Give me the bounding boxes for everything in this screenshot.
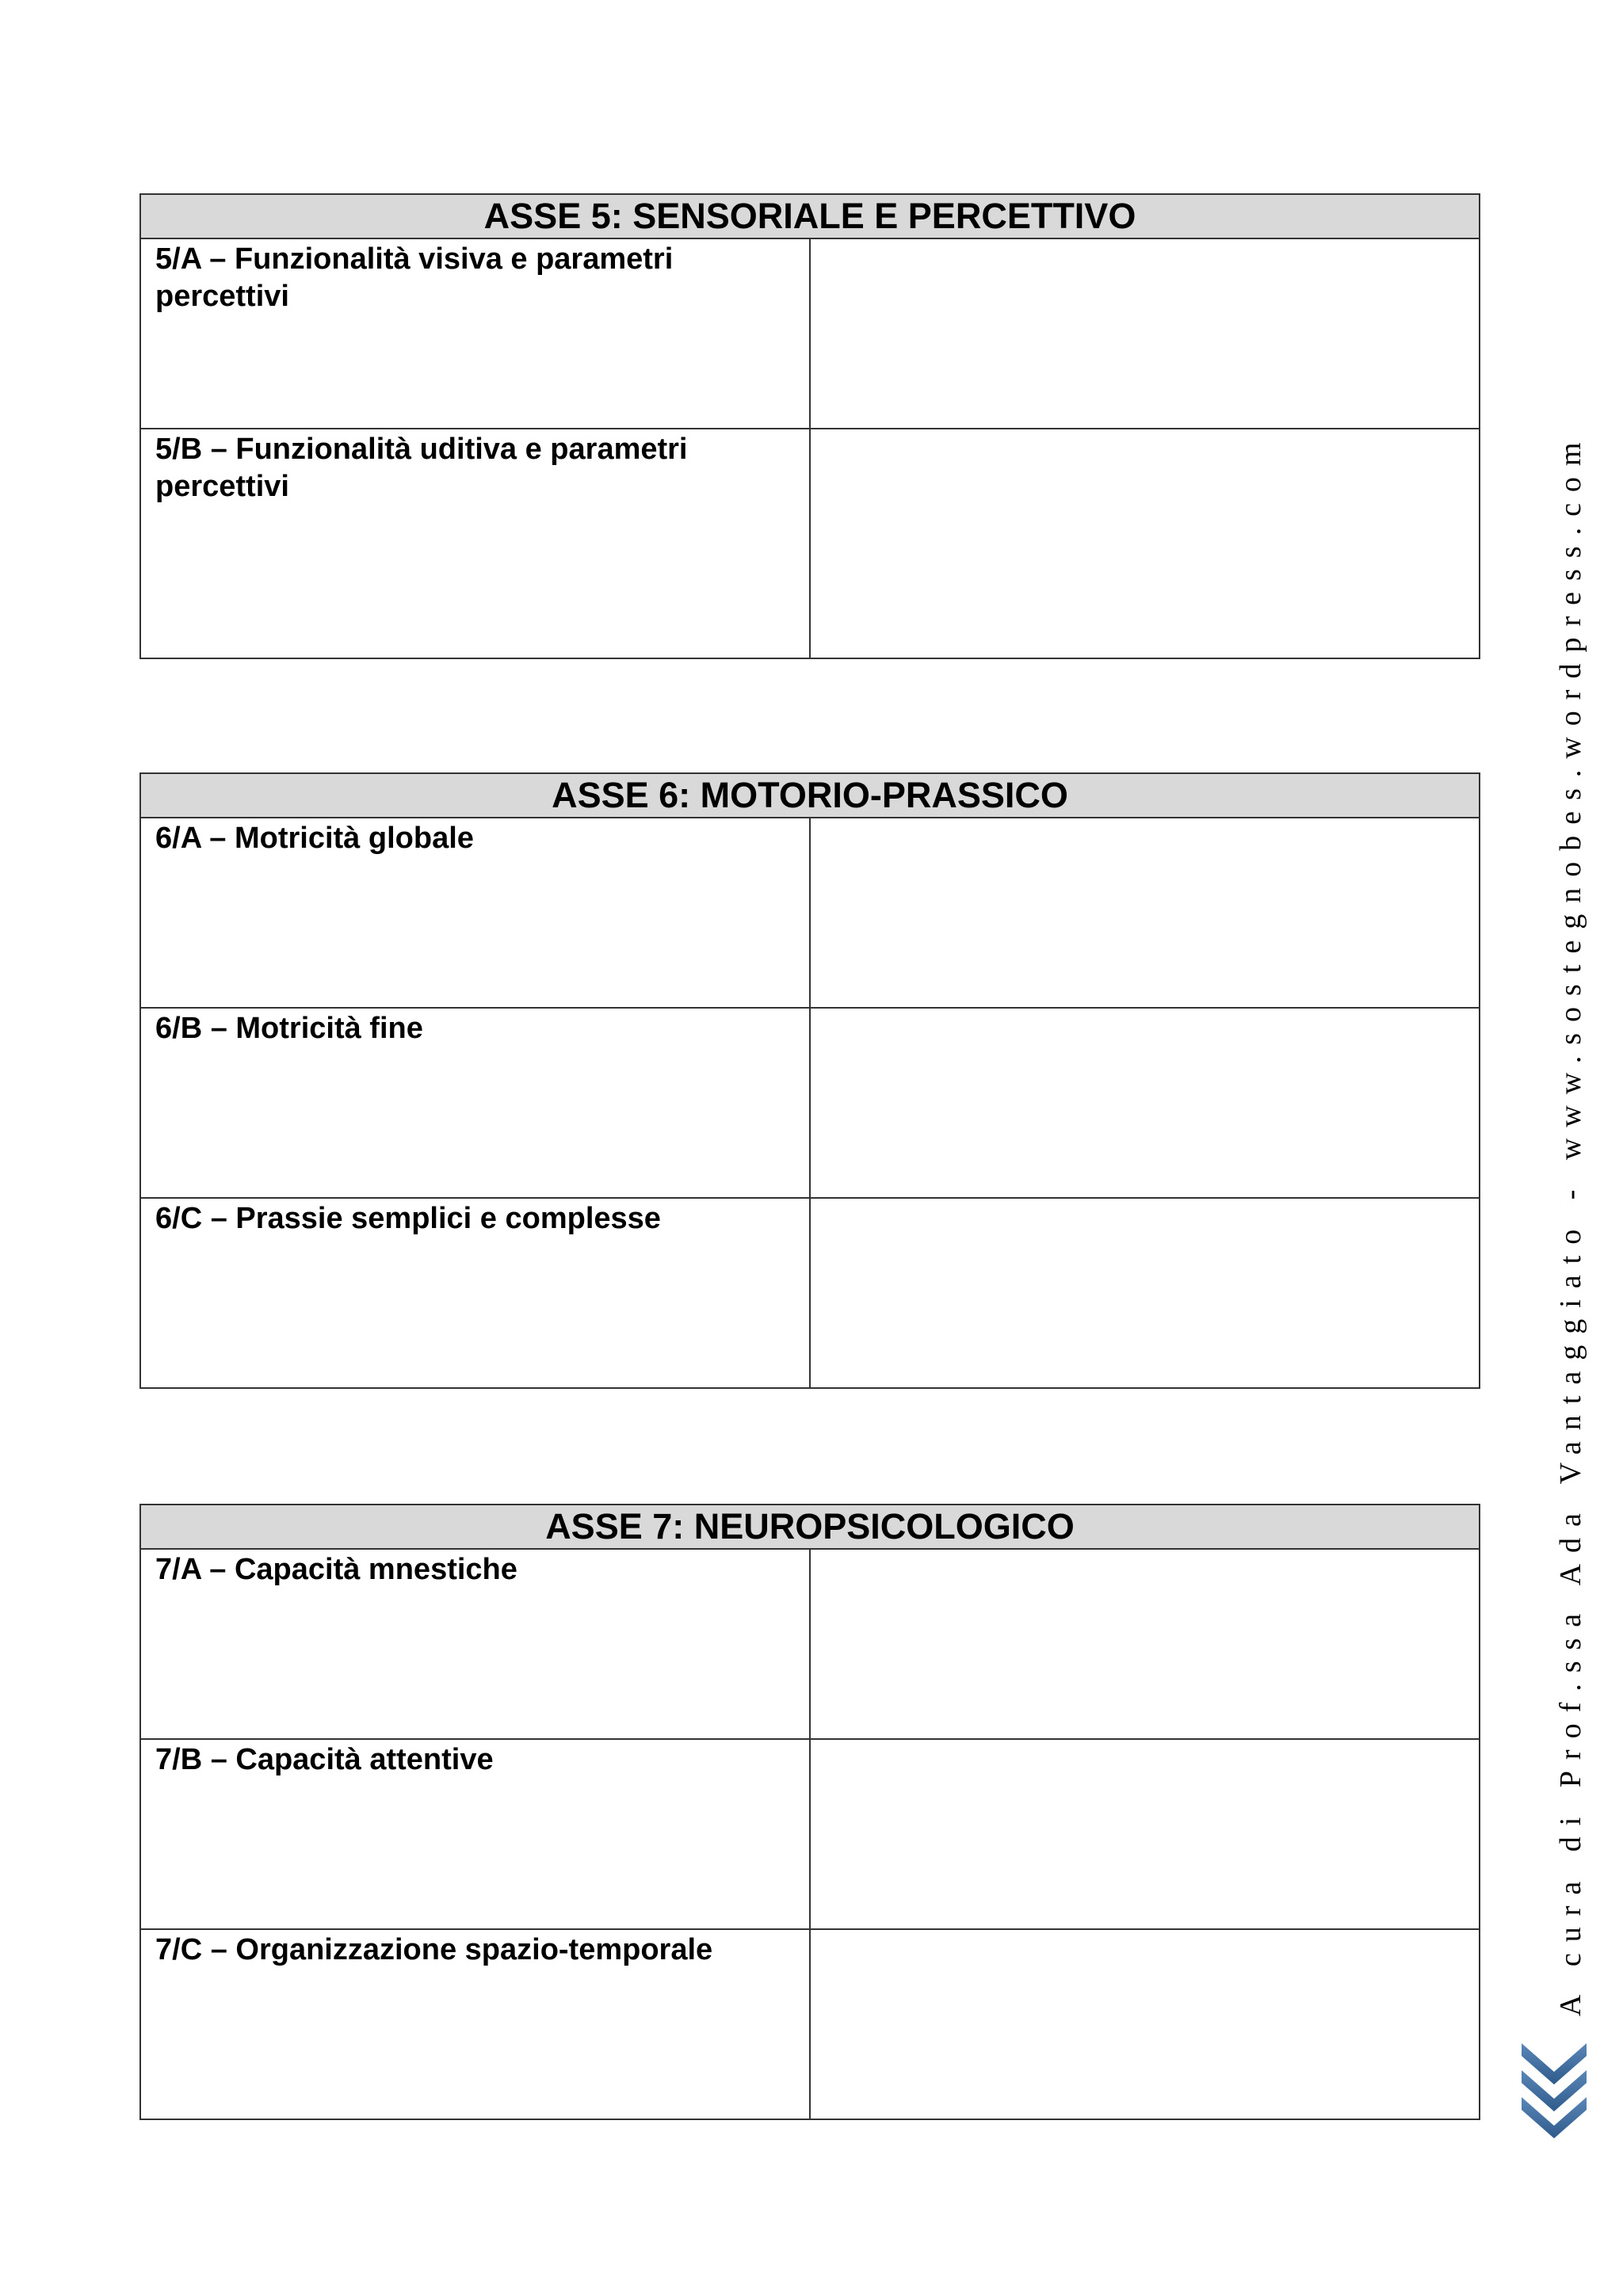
table-row: [140, 1198, 1480, 1388]
asse-6-table: [139, 772, 1480, 1389]
row-label: 7/C – Organizzazione spazio-temporale: [140, 1929, 810, 2119]
row-value-cell[interactable]: [810, 238, 1480, 429]
row-label: 6/A – Motricità globale: [140, 818, 810, 1008]
asse-7-table: [139, 1504, 1480, 2120]
row-value-cell[interactable]: [810, 1008, 1480, 1198]
table-row: [140, 1549, 1480, 1739]
asse-5-table: [139, 193, 1480, 659]
table-title: ASSE 6: MOTORIO-PRASSICO: [140, 773, 1480, 818]
row-label: 6/B – Motricità fine: [140, 1008, 810, 1198]
table-row: [140, 1008, 1480, 1198]
table-row: [140, 1929, 1480, 2119]
table-title: ASSE 5: SENSORIALE E PERCETTIVO: [140, 194, 1480, 238]
row-value-cell[interactable]: [810, 1929, 1480, 2119]
table-title: ASSE 7: NEUROPSICOLOGICO: [140, 1505, 1480, 1549]
table-row: [140, 429, 1480, 658]
row-label: 6/C – Prassie semplici e complesse: [140, 1198, 810, 1388]
row-value-cell[interactable]: [810, 818, 1480, 1008]
table-row: [140, 1739, 1480, 1929]
table-row: [140, 238, 1480, 429]
chevron-logo-icon: [1520, 2040, 1588, 2142]
row-value-cell[interactable]: [810, 1198, 1480, 1388]
table-row: [140, 818, 1480, 1008]
row-label: 5/B – Funzionalità uditiva e parametri percettivi: [140, 429, 810, 658]
row-value-cell[interactable]: [810, 429, 1480, 658]
row-label: 7/A – Capacità mnestiche: [140, 1549, 810, 1739]
row-label: 5/A – Funzionalità visiva e parametri percettivi: [140, 238, 810, 429]
row-value-cell[interactable]: [810, 1549, 1480, 1739]
row-value-cell[interactable]: [810, 1739, 1480, 1929]
row-label: 7/B – Capacità attentive: [140, 1739, 810, 1929]
sidebar-credit: A cura di Prof.ssa Ada Vantaggiato - www.sostegnobes.wordpress.com: [1554, 431, 1587, 2016]
